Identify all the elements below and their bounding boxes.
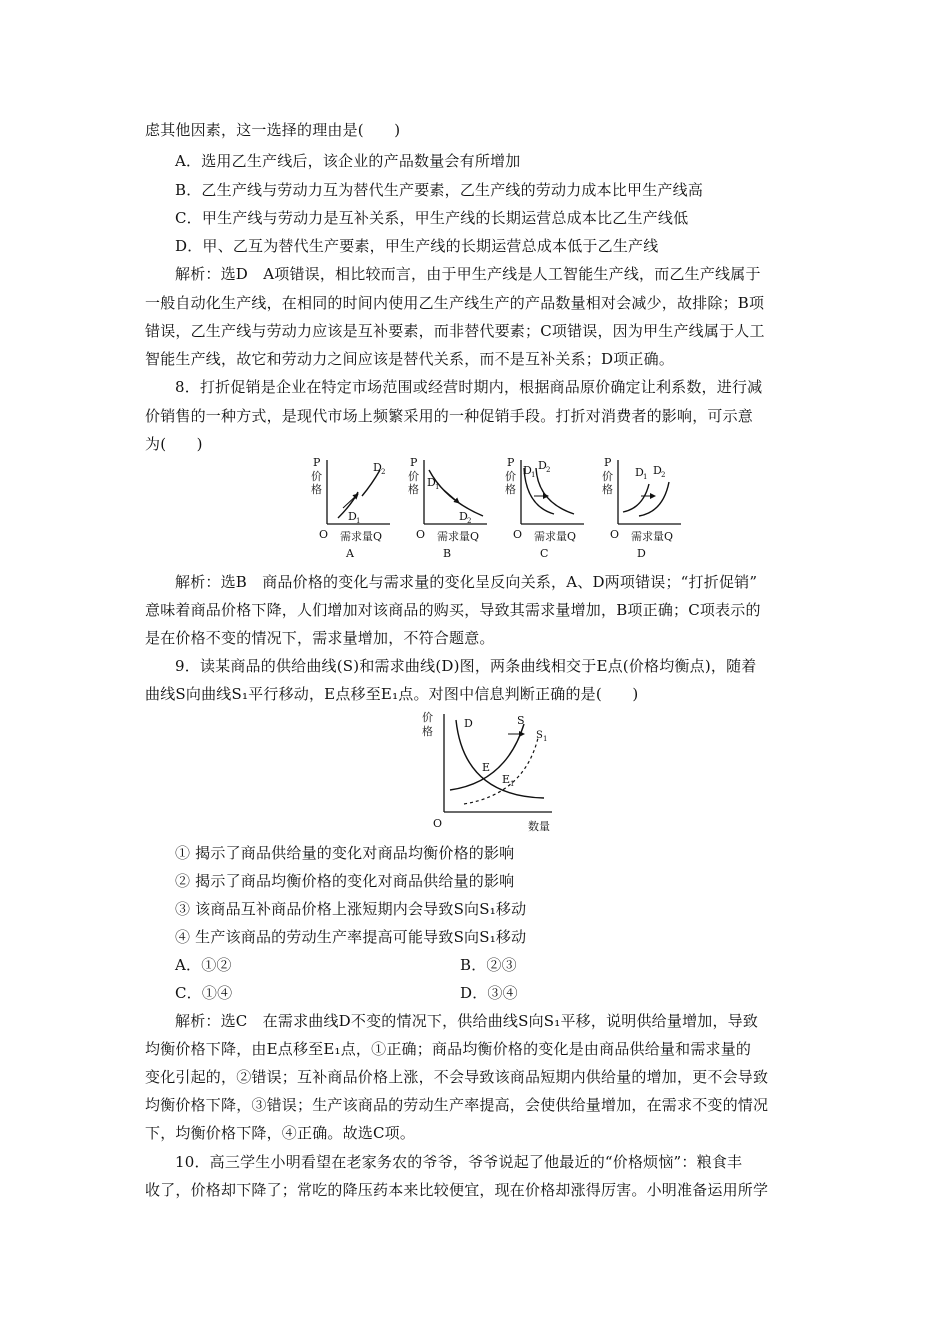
q8-graph-d: [602, 456, 681, 560]
q9-item: ① 揭示了商品供给量的变化对商品均衡价格的影响: [175, 844, 515, 862]
q7-analysis-line: 错误，乙生产线与劳动力应该是互补要素，而非替代要素；C项错误，因为甲生产线属于人工: [145, 322, 765, 340]
point-label-e: E: [482, 761, 491, 774]
y-axis-char: 格: [422, 725, 433, 738]
y-axis-p: P: [313, 456, 321, 469]
q8-stem-line: 8．打折促销是企业在特定市场范围或经营时期内，根据商品原价确定让利系数，进行减: [175, 378, 763, 396]
curve-label-sub: 1: [543, 735, 548, 743]
y-axis-char: 格: [505, 483, 516, 496]
curve-label-sub: 2: [661, 471, 666, 479]
q8-demand-graphs: [300, 456, 700, 566]
curve-label-d2: D: [653, 464, 662, 477]
q8-analysis-line: 解析：选B 商品价格的变化与需求量的变化呈反向关系，A、D两项错误；“打折促销”: [175, 573, 758, 591]
q9-option-a: A．①②: [175, 956, 232, 974]
q10-stem-line: 10．高三学生小明看望在老家务农的爷爷，爷爷说起了他最近的“价格烦恼”：粮食丰: [175, 1153, 743, 1171]
origin-o: O: [433, 817, 443, 830]
curve-label-d2: D: [538, 459, 547, 472]
curve-label-d: D: [464, 717, 473, 730]
curve-label-s1: S: [536, 730, 543, 741]
y-axis-char: 格: [408, 483, 419, 496]
graph-label-b: B: [443, 547, 452, 560]
curve-label-sub: 1: [643, 473, 648, 481]
curve-label-d1: D: [635, 466, 644, 479]
q7-option-b: B．乙生产线与劳动力互为替代生产要素，乙生产线的劳动力成本比甲生产线高: [175, 181, 704, 199]
y-axis-p: P: [410, 456, 418, 469]
curve-label-d2: D: [459, 510, 468, 523]
q8-graph-a: [311, 456, 390, 560]
graph-label-a: A: [346, 547, 354, 560]
y-axis-p: P: [604, 456, 612, 469]
y-axis-char: 格: [602, 483, 613, 496]
q8-stem-line: 价销售的一种方式，是现代市场上频繁采用的一种促销手段。打折对消费者的影响，可示意: [145, 407, 754, 425]
y-axis-char: 价: [602, 470, 613, 483]
q8-analysis-line: 是在价格不变的情况下，需求量增加，不符合题意。: [145, 629, 495, 647]
curve-label-s: S: [517, 714, 525, 727]
q7-option-a: A．选用乙生产线后，该企业的产品数量会有所增加: [175, 152, 521, 170]
q7-option-d: D．甲、乙互为替代生产要素，甲生产线的长期运营总成本低于乙生产线: [175, 237, 659, 255]
q9-item: ③ 该商品互补商品价格上涨短期内会导致S向S₁移动: [175, 900, 527, 918]
q8-graph-c: [505, 456, 584, 560]
origin-o: O: [513, 528, 523, 541]
q7-analysis-line: 智能生产线，故它和劳动力之间应该是替代关系，而不是互补关系；D项正确。: [145, 350, 675, 368]
q9-analysis-line: 下，均衡价格下降，④正确。故选C项。: [145, 1124, 416, 1142]
curve-label-d1: D: [427, 476, 436, 489]
q7-stem-tail: 虑其他因素，这一选择的理由是( ): [145, 121, 401, 139]
x-axis-label: 需求量Q: [340, 530, 383, 543]
q9-option-b: B．②③: [460, 956, 517, 974]
q9-analysis-line: 均衡价格下降，由E点移至E₁点，①正确；商品均衡价格的变化是由商品供给量和需求量的: [145, 1040, 752, 1058]
curve-label-d1: D: [348, 510, 357, 523]
graph-label-c: C: [540, 547, 549, 560]
q9-analysis-line: 变化引起的，②错误；互补商品价格上涨，不会导致该商品短期内供给量的增加，更不会导致: [145, 1068, 769, 1086]
q8-stem-line: 为( ): [145, 435, 203, 453]
origin-o: O: [416, 528, 426, 541]
q9-analysis-line: 均衡价格下降，③错误；生产该商品的劳动生产率提高，会使供给量增加，在需求不变的情况: [145, 1096, 769, 1114]
curve-label-sub: 1: [531, 471, 536, 479]
y-axis-p: P: [507, 456, 515, 469]
y-axis-char: 价: [408, 470, 419, 483]
y-axis-char: 格: [311, 483, 322, 496]
q9-item: ④ 生产该商品的劳动生产率提高可能导致S向S₁移动: [175, 928, 527, 946]
q7-analysis-line: 一般自动化生产线，在相同的时间内使用乙生产线生产的产品数量相对会减少，故排除；B项: [145, 294, 765, 312]
y-axis-char: 价: [422, 711, 433, 724]
y-axis-char: 价: [311, 470, 322, 483]
y-axis-char: 价: [505, 470, 516, 483]
curve-label-sub: 2: [467, 517, 472, 525]
curve-label-sub: 1: [435, 483, 440, 491]
q9-stem-line: 曲线S向曲线S₁平行移动，E点移至E₁点。对图中信息判断正确的是( ): [145, 685, 639, 703]
point-label-e1: E: [502, 773, 511, 786]
point-label-sub: 1: [510, 780, 515, 788]
x-axis-label: 需求量Q: [631, 530, 674, 543]
q8-graph-b: [408, 456, 487, 560]
q9-item: ② 揭示了商品均衡价格的变化对商品供给量的影响: [175, 872, 515, 890]
curve-label-d2: D: [373, 461, 382, 474]
graph-label-d: D: [637, 547, 646, 560]
curve-label-sub: 2: [546, 466, 551, 474]
q10-stem-line: 收了，价格却下降了；常吃的降压药本来比较便宜，现在价格却涨得厉害。小明准备运用所学: [145, 1181, 769, 1199]
q9-analysis-line: 解析：选C 在需求曲线D不变的情况下，供给曲线S向S₁平移，说明供给量增加，导致: [175, 1012, 759, 1030]
x-axis-label: 需求量Q: [437, 530, 480, 543]
q7-option-c: C．甲生产线与劳动力是互补关系，甲生产线的长期运营总成本比乙生产线低: [175, 209, 689, 227]
origin-o: O: [319, 528, 329, 541]
curve-label-sub: 1: [356, 517, 361, 525]
x-axis-label: 需求量Q: [534, 530, 577, 543]
origin-o: O: [610, 528, 620, 541]
q8-analysis-line: 意味着商品价格下降，人们增加对该商品的购买，导致其需求量增加，B项正确；C项表示的: [145, 601, 761, 619]
q7-analysis-line: 解析：选D A项错误，相比较而言，由于甲生产线是人工智能生产线，而乙生产线属于: [175, 265, 761, 283]
q9-option-d: D．③④: [460, 984, 518, 1002]
q9-supply-demand-graph: [420, 708, 570, 838]
q9-option-c: C．①④: [175, 984, 233, 1002]
curve-label-d1: D: [523, 464, 532, 477]
x-axis-label: 数量: [528, 820, 550, 833]
q9-stem-line: 9．读某商品的供给曲线(S)和需求曲线(D)图，两条曲线相交于E点(价格均衡点)，随着: [175, 657, 757, 675]
curve-label-sub: 2: [381, 468, 386, 476]
